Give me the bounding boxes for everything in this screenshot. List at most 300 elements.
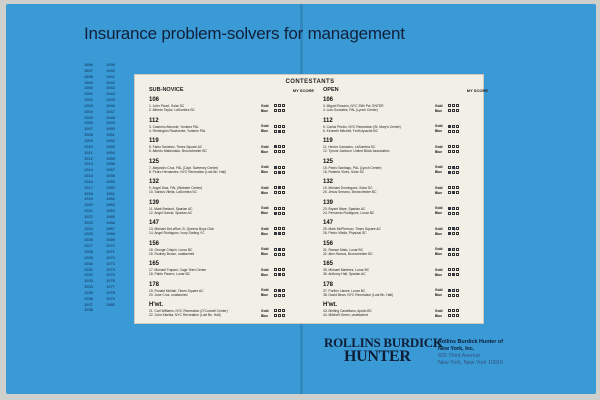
blue-corner-label: Blue [261,313,269,318]
score-checkbox[interactable] [278,145,281,148]
score-checkbox[interactable] [282,227,285,230]
year-entry: 1915 [84,173,93,179]
handwritten-mark: ✓ [453,166,458,172]
score-checkbox[interactable] [278,314,281,317]
blue-score-row [261,252,313,257]
score-checkbox[interactable] [448,253,451,256]
score-checkbox[interactable] [456,289,459,292]
score-checkbox[interactable] [282,268,285,271]
headline: Insurance problem-solvers for management [84,24,405,43]
company-address [438,339,503,367]
year-entry: 1911 [84,149,93,155]
score-checkbox[interactable] [452,104,455,107]
weight-class: 112 [149,117,159,124]
weight-class: 125 [323,158,334,165]
score-boxes [435,144,487,154]
score-checkbox[interactable] [278,232,281,235]
score-checkbox[interactable] [278,309,281,312]
brochure-spread [6,4,596,394]
blue-corner-boxer: 38. David Bean, NYC Recreation (Lost Bn. Hall) [323,292,393,297]
score-checkbox[interactable] [274,171,277,174]
score-checkbox[interactable] [274,207,277,210]
handwritten-mark: / [453,247,455,253]
weight-class: 147 [323,220,334,226]
score-checkbox[interactable] [456,125,459,128]
score-checkbox[interactable] [282,232,285,235]
sub-novice-panel [149,87,314,323]
score-checkbox[interactable] [274,232,277,235]
score-checkbox[interactable] [278,212,281,215]
score-checkbox[interactable] [456,309,459,312]
year-entry: 1924 [84,225,93,231]
blue-score-row [435,149,487,154]
score-checkbox[interactable] [452,294,455,297]
gold-corner-label: Gold [435,206,443,210]
gold-corner-boxer: 19. Michael Dominguez, Solar SC [323,186,373,190]
score-checkbox[interactable] [448,186,451,189]
year-entry: 1974 [106,266,115,272]
year-entry: 1968 [106,231,115,237]
year-entry: 1900 [84,85,93,91]
gold-corner-boxer: 3. Miguel Rosario, NYC 25th Pct, ENTER [323,104,384,108]
year-entry: 1962 [106,196,115,202]
score-checkbox[interactable] [282,191,285,194]
score-checkbox[interactable] [448,273,451,276]
score-checkbox[interactable] [452,273,455,276]
year-entry: 1966 [106,219,115,225]
gold-corner-label: Gold [261,267,269,272]
year-entry: 1944 [106,91,115,97]
score-boxes [261,247,313,257]
score-checkbox[interactable] [278,294,281,297]
year-entry: 1947 [106,108,115,114]
score-checkbox[interactable] [278,248,281,251]
blue-corner-label: Blue [261,149,269,154]
year-entry: 1926 [84,237,93,243]
score-checkbox[interactable] [274,104,277,107]
score-checkbox[interactable] [278,268,281,271]
year-entry: 1904 [84,108,93,114]
gold-corner-boxer: 3. Casimiro Almonte, Yonkers PAL [149,124,199,129]
gold-corner-boxer: 23. Bryant Ware, Spartan AC [323,206,366,211]
score-checkbox[interactable] [448,150,451,153]
score-checkbox[interactable] [448,130,451,133]
year-entry: 1931 [84,266,93,272]
year-entry: 1928 [84,249,93,254]
year-entry: 1958 [106,173,115,179]
blue-score-row [261,293,313,298]
score-boxes [261,103,313,113]
score-checkbox[interactable] [278,104,281,107]
score-checkbox[interactable] [448,145,451,148]
gold-corner-boxer: 25. Mark McPherson, Times Square AC [323,227,381,231]
blue-score-row [261,211,313,216]
score-checkbox[interactable] [278,186,281,189]
year-entry: 1903 [84,102,93,108]
score-checkbox[interactable] [456,273,459,276]
gold-corner-label: Gold [435,144,443,149]
gold-corner-label: Gold [435,103,443,108]
score-checkbox[interactable] [456,191,459,194]
year-entry: 1945 [106,97,115,103]
blue-corner-boxer: 12. Angel Garcia, Spartan AC [149,210,193,215]
score-checkbox[interactable] [456,314,459,317]
years-column-2 [106,62,115,307]
year-entry: 1917 [84,184,93,190]
score-checkbox[interactable] [456,248,459,251]
score-checkbox[interactable] [456,207,459,210]
year-entry: 1969 [106,237,115,243]
score-checkbox[interactable] [282,309,285,312]
year-entry: 1943 [106,85,115,91]
gold-corner-boxer: 19. Ronald McNair, Times Square AC [149,288,204,293]
score-checkbox[interactable] [448,248,451,251]
score-boxes [435,308,487,318]
score-checkbox[interactable] [274,273,277,276]
score-checkbox[interactable] [278,166,281,169]
score-boxes [261,185,313,195]
score-boxes [435,226,487,236]
score-checkbox[interactable] [448,109,451,112]
blue-corner-boxer: 16. Roberto Vives, Solar SC [323,169,365,174]
year-entry: 1932 [84,272,93,278]
score-checkbox[interactable] [282,207,285,210]
score-checkbox[interactable] [456,253,459,256]
year-entry: 1935 [84,289,93,295]
score-checkbox[interactable] [282,145,285,148]
score-checkbox[interactable] [278,253,281,256]
score-checkbox[interactable] [452,309,455,312]
score-checkbox[interactable] [278,125,281,128]
year-entry: 1930 [84,260,93,266]
score-checkbox[interactable] [448,191,451,194]
blue-corner-boxer: 6. Alberto Maldonado, Bronxchester BC [149,149,207,153]
score-checkbox[interactable] [282,253,285,256]
blue-score-row [435,129,487,134]
score-checkbox[interactable] [274,212,277,215]
gold-corner-boxer: 13. Michael DeLaRue, B. Queens Boys Club [149,227,215,231]
score-checkbox[interactable] [456,294,459,297]
year-entry: 1967 [106,225,115,231]
score-checkbox[interactable] [274,125,277,128]
score-boxes [435,185,487,195]
year-entry: 1959 [106,178,115,184]
blue-corner-label: Blue [261,231,269,236]
weight-division [323,138,488,157]
year-entry: 1914 [84,167,93,173]
blue-corner-boxer: 22. John Kiselka, NYC Recreation (Lost Bn. Hall) [149,313,221,317]
blue-score-row [261,129,313,134]
blue-corner-label: Blue [435,108,443,113]
score-checkbox[interactable] [448,171,451,174]
year-entry: 1977 [106,284,115,290]
blue-corner-label: Blue [261,252,269,256]
year-entry: 1907 [84,126,93,132]
weight-class: 156 [323,240,334,247]
year-entry: 1929 [84,254,93,260]
score-checkbox[interactable] [274,294,277,297]
score-checkbox[interactable] [282,166,285,169]
gold-corner-boxer: 5. Carlos Perdio, NYC Recreation (St. Mary's Center) [323,124,401,129]
score-checkbox[interactable] [452,212,455,215]
year-entry: 1902 [84,97,93,103]
years-column-1 [84,62,93,313]
year-entry: 1933 [84,278,93,284]
blue-score-row [435,293,487,298]
blue-corner-boxer: 4. Luis Gonzalez, PAL (Lynch Center) [323,108,378,112]
score-checkbox[interactable] [278,150,281,153]
score-checkbox[interactable] [282,273,285,276]
score-checkbox[interactable] [452,191,455,194]
score-checkbox[interactable] [448,207,451,210]
year-entry: 1916 [84,178,93,184]
score-checkbox[interactable] [452,109,455,112]
score-checkbox[interactable] [278,273,281,276]
score-checkbox[interactable] [274,145,277,148]
score-checkbox[interactable] [282,171,285,174]
weight-class: 119 [149,138,159,144]
weight-class: 178 [323,281,334,288]
year-entry: 1980 [106,301,115,307]
gold-corner-boxer: 9. Angel Diaz, PAL (Webster Center) [149,186,203,190]
score-checkbox[interactable] [452,314,455,317]
weight-class: 125 [149,158,160,165]
score-boxes [435,267,487,277]
score-checkbox[interactable] [278,171,281,174]
score-checkbox[interactable] [274,150,277,153]
year-entry: 1905 [84,114,93,120]
blue-corner-label: Blue [435,190,443,195]
score-checkbox[interactable] [282,212,285,215]
year-entry: 1897 [84,67,93,73]
open-heading: OPEN [323,87,339,93]
score-checkbox[interactable] [278,227,281,230]
year-entry: 1918 [84,190,93,196]
score-checkbox[interactable] [448,104,451,107]
score-checkbox[interactable] [452,145,455,148]
score-checkbox[interactable] [282,186,285,189]
score-checkbox[interactable] [274,109,277,112]
company-logo [324,335,443,376]
blue-corner-boxer: 24. Fernando Rodriguez, Lunar BC [323,210,375,215]
weight-division [149,200,314,219]
score-checkbox[interactable] [456,150,459,153]
score-boxes [435,165,487,175]
weight-class: H'wt. [149,302,164,308]
score-checkbox[interactable] [456,186,459,189]
score-boxes [435,103,487,113]
score-checkbox[interactable] [274,309,277,312]
score-checkbox[interactable] [448,289,451,292]
gold-corner-boxer: 17. Michael Trapani, Cage Teen Center [149,268,207,272]
score-checkbox[interactable] [456,268,459,271]
gold-corner-label: Gold [261,103,269,108]
blue-score-row [435,170,487,175]
year-entry: 1898 [84,73,93,79]
gold-corner-boxer: 21. Carl Williams, NYC Recreation (O'Connell Center) [149,309,228,313]
score-checkbox[interactable] [274,253,277,256]
weight-division [149,118,314,137]
score-checkbox[interactable] [452,268,455,271]
weight-class: 132 [149,179,160,185]
score-checkbox[interactable] [456,212,459,215]
score-checkbox[interactable] [278,109,281,112]
score-checkbox[interactable] [278,289,281,292]
year-entry: 1955 [106,155,115,161]
score-checkbox[interactable] [448,125,451,128]
gold-corner-label: Gold [435,226,443,231]
blue-corner-label: Blue [435,129,443,133]
year-entry: 1949 [106,120,115,126]
score-checkbox[interactable] [274,248,277,251]
blue-corner-label: Blue [261,272,269,277]
year-entry: 1978 [106,289,115,295]
gold-corner-boxer: 1. John Picart, Solar SC [149,104,185,108]
gold-corner-boxer: 15. George Crispin, Lunar BC [149,247,193,252]
blue-score-row [435,190,487,195]
score-checkbox[interactable] [278,207,281,210]
weight-division [323,159,488,178]
blue-score-row [261,313,313,318]
gold-corner-label: Gold [261,185,269,190]
score-checkbox[interactable] [274,227,277,230]
weight-class: 156 [149,240,160,247]
weight-class: 139 [323,199,334,206]
year-entry: 1919 [84,196,93,202]
score-boxes [261,267,313,277]
score-checkbox[interactable] [448,268,451,271]
gold-corner-boxer: 43. Melting Castellano, Apollo BC [323,309,372,313]
year-entry: 1973 [106,260,115,266]
year-entry: 1942 [106,79,115,85]
score-checkbox[interactable] [274,186,277,189]
my-score-label: MY SCORE [466,88,488,93]
score-checkbox[interactable] [452,253,455,256]
weight-division [149,241,314,260]
year-entry: 1953 [106,143,115,149]
year-entry: 1934 [84,284,93,290]
score-boxes [435,288,487,298]
gold-corner-label: Gold [435,247,443,251]
score-checkbox[interactable] [448,212,451,215]
score-checkbox[interactable] [282,314,285,317]
score-checkbox[interactable] [282,150,285,153]
gold-corner-boxer: 5. Fabio Sanchez, Times Square AC [149,145,203,149]
score-checkbox[interactable] [448,227,451,230]
blue-corner-label: Blue [261,211,269,215]
open-panel [323,87,488,323]
gold-corner-boxer: 7. Alejandro Cruz, PAL (Capt. Sweeney Center) [149,165,219,170]
blue-score-row [261,149,313,154]
score-boxes [261,206,313,216]
weight-class: 139 [149,199,160,206]
weight-division [149,282,314,301]
year-entry: 1975 [106,272,115,278]
score-checkbox[interactable] [448,294,451,297]
score-checkbox[interactable] [456,104,459,107]
year-entry: 1956 [106,161,115,167]
blue-corner-boxer: 8. Pedro Hernandez, NYC Recreation (Lost Bn. Hall) [149,169,226,174]
year-entry: 1901 [84,91,93,97]
score-boxes [261,226,313,236]
score-checkbox[interactable] [274,130,277,133]
year-entry: 1948 [106,114,115,120]
score-checkbox[interactable] [274,289,277,292]
year-entry: 1970 [106,243,115,249]
weight-division [149,97,314,116]
weight-class: 106 [149,97,160,103]
year-entry: 1937 [84,301,93,307]
blue-score-row [261,170,313,175]
score-checkbox[interactable] [274,268,277,271]
score-checkbox[interactable] [282,125,285,128]
handwritten-mark: / [453,124,455,130]
blue-corner-boxer: 32. Alex Ramos, Bronxchester BC [323,251,373,256]
year-entry: 1913 [84,161,93,167]
score-checkbox[interactable] [282,248,285,251]
score-checkbox[interactable] [456,130,459,133]
handwritten-mark: / [453,288,455,294]
score-boxes [435,247,487,257]
weight-class: H'wt. [323,302,338,308]
score-checkbox[interactable] [448,314,451,317]
year-entry: 1920 [84,202,93,208]
score-checkbox[interactable] [448,232,451,235]
score-checkbox[interactable] [452,150,455,153]
score-checkbox[interactable] [456,109,459,112]
year-entry: 1896 [84,62,93,67]
score-checkbox[interactable] [274,314,277,317]
weight-division [149,220,314,239]
year-entry: 1940 [106,67,115,73]
blue-score-row [435,108,487,113]
score-checkbox[interactable] [274,166,277,169]
score-checkbox[interactable] [456,145,459,148]
weight-class: 119 [323,138,333,144]
score-checkbox[interactable] [448,166,451,169]
gold-corner-label: Gold [261,144,269,149]
score-checkbox[interactable] [282,104,285,107]
score-boxes [261,144,313,154]
gold-corner-label: Gold [435,124,443,128]
score-checkbox[interactable] [274,191,277,194]
score-checkbox[interactable] [282,294,285,297]
score-checkbox[interactable] [452,130,455,133]
year-entry: 1912 [84,155,93,161]
weight-class: 178 [149,281,160,288]
blue-corner-boxer: 36. Anthony Hall, Spartan AC [323,272,366,276]
weight-division [323,261,488,280]
gold-corner-label: Gold [261,124,269,128]
score-checkbox[interactable] [282,130,285,133]
score-checkbox[interactable] [278,191,281,194]
score-checkbox[interactable] [282,109,285,112]
year-entry: 1972 [106,254,115,260]
score-checkbox[interactable] [448,309,451,312]
blue-corner-label: Blue [261,170,269,174]
blue-corner-boxer: 20. Jose Cruz, unattached [149,292,188,297]
contestants-sheet [134,74,488,324]
year-entry: 1950 [106,126,115,132]
score-checkbox[interactable] [282,289,285,292]
score-checkbox[interactable] [278,130,281,133]
year-entry: 1899 [84,79,93,85]
score-checkbox[interactable] [452,186,455,189]
logo-line-2: HUNTER [344,348,411,365]
year-entry: 1965 [106,213,115,219]
year-entry: 1923 [84,219,93,225]
year-entry: 1941 [106,73,115,79]
